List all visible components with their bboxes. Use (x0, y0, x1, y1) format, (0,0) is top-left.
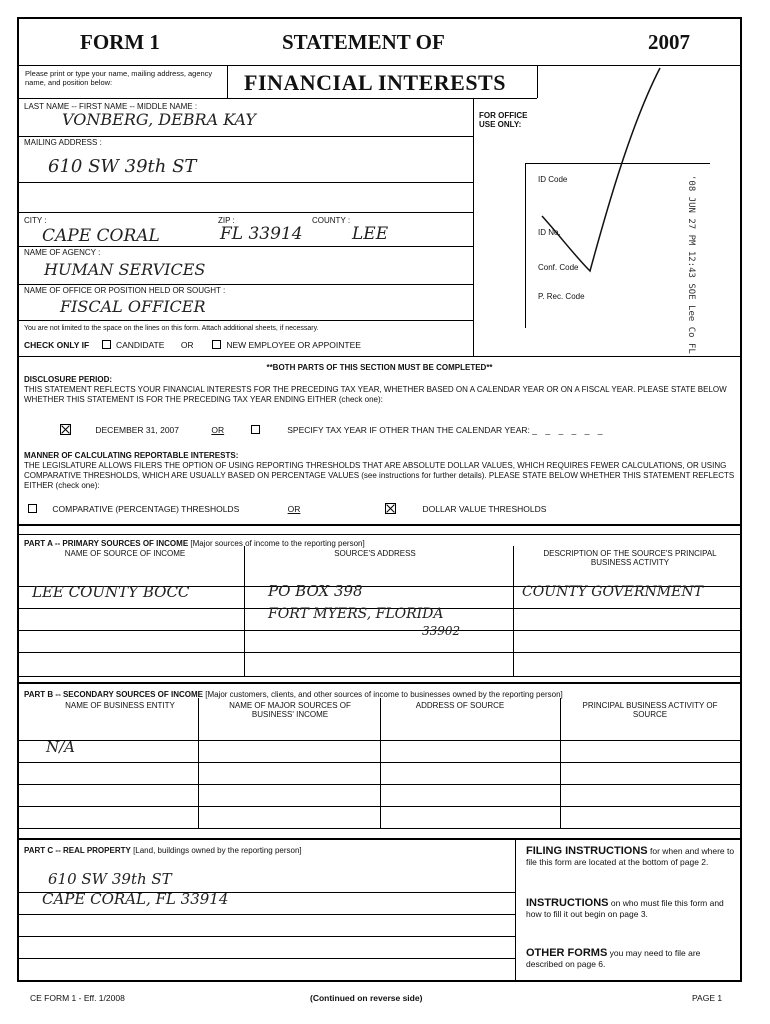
part-c-line1[interactable]: 610 SW 39th ST (48, 870, 172, 888)
filing-instructions-text: for when and where to file this form are located at the bottom of page 2. (526, 846, 735, 867)
other-forms-block (526, 948, 736, 970)
part-b-row1-name[interactable]: N/A (46, 738, 76, 756)
new-employee-label: NEW EMPLOYEE OR APPOINTEE (226, 340, 361, 350)
part-a-col1-header: NAME OF SOURCE OF INCOME (64, 549, 186, 558)
specify-year-checkbox[interactable] (251, 425, 260, 434)
zip-label: ZIP : (218, 216, 235, 225)
manner-or-label: OR (287, 504, 301, 514)
dec31-label: DECEMBER 31, 2007 (95, 425, 179, 435)
id-no-label: ID No. (538, 228, 561, 237)
position-value[interactable]: FISCAL OFFICER (60, 297, 206, 316)
conf-code-label: Conf. Code (538, 263, 579, 272)
office-use-label: FOR OFFICE USE ONLY: (479, 111, 528, 129)
footer-continued: (Continued on reverse side) (310, 993, 423, 1003)
print-note: Please print or type your name, mailing address, agency name, and position below: (25, 69, 213, 87)
address-value[interactable]: 610 SW 39th ST (48, 156, 197, 177)
county-value[interactable]: LEE (352, 224, 389, 244)
part-b-col2-header: NAME OF MAJOR SOURCES OF BUSINESS' INCOME (229, 701, 351, 719)
part-c-heading (24, 846, 302, 855)
both-parts-note: **BOTH PARTS OF THIS SECTION MUST BE COMPLETED** (266, 363, 493, 372)
form-number: FORM 1 (80, 30, 160, 54)
specify-year-label: SPECIFY TAX YEAR IF OTHER THAN THE CALENDAR YEAR: (287, 425, 530, 435)
other-forms-text: you may need to file are described on page 6. (526, 948, 701, 969)
disclosure-period-title: DISCLOSURE PERIOD: (24, 375, 113, 384)
part-c-subtitle: [Land, buildings owned by the reporting person] (133, 846, 302, 855)
address-label: MAILING ADDRESS : (24, 138, 102, 147)
part-a-row2-address[interactable]: FORT MYERS, FLORIDA (268, 606, 444, 622)
comparative-checkbox[interactable] (28, 504, 37, 513)
part-b-col1-header: NAME OF BUSINESS ENTITY (65, 701, 175, 710)
part-b-subtitle: [Major customers, clients, and other sources of income to businesses owned by the reporting person] (205, 690, 563, 699)
name-label: LAST NAME -- FIRST NAME -- MIDDLE NAME : (24, 102, 198, 111)
part-c-line2[interactable]: CAPE CORAL, FL 33914 (42, 890, 229, 908)
candidate-label: CANDIDATE (115, 340, 165, 350)
form-title-line1: STATEMENT OF (282, 30, 445, 54)
agency-label: NAME OF AGENCY : (24, 248, 101, 257)
instructions-block (526, 898, 736, 920)
comparative-label: COMPARATIVE (PERCENTAGE) THRESHOLDS (52, 504, 240, 514)
candidate-check-row (24, 340, 361, 351)
checkmark-scribble (530, 66, 670, 286)
part-a-subtitle: [Major sources of income to the reporting person] (190, 539, 365, 548)
space-note: You are not limited to the space on the lines on this form. Attach additional sheets, if necessary. (24, 325, 319, 332)
instructions-text: on who must file this form and how to fill it out begin on page 3. (526, 898, 724, 919)
part-a-row1-address[interactable]: PO BOX 398 (268, 582, 363, 600)
manner-text: THE LEGISLATURE ALLOWS FILERS THE OPTION OF USING REPORTING THRESHOLDS THAT ARE ABSOLUTE DOLLAR VALUES, WHICH REQUIRES FEWER CALCULATIONS, OR USING COMPARATIVE THRESHOLDS, WHICH ARE USUALLY BASED ON PERCENTAGE VALUES (see instructions for further details). PLEASE STATE BELOW WHETHER THIS STATEMENT REFLECTS EITHER (check one): (24, 461, 735, 490)
filing-instructions-title: FILING INSTRUCTIONS (526, 845, 648, 857)
part-a-heading (24, 539, 365, 548)
part-b-heading (24, 690, 563, 699)
instructions-title: INSTRUCTIONS (526, 897, 609, 909)
form-year: 2007 (648, 30, 690, 54)
received-stamp: '08 JUN 27 PM 12:43 SOE Lee Co FL (686, 175, 696, 354)
part-b-title: PART B -- SECONDARY SOURCES OF INCOME (24, 690, 203, 699)
footer-page: PAGE 1 (692, 993, 723, 1003)
new-employee-checkbox[interactable] (212, 340, 221, 349)
dollar-checkbox[interactable] (385, 503, 396, 514)
check-only-label: CHECK ONLY IF (24, 340, 90, 350)
part-a-col2-header: SOURCE'S ADDRESS (334, 549, 416, 558)
dollar-label: DOLLAR VALUE THRESHOLDS (422, 504, 547, 514)
city-label: CITY : (24, 216, 47, 225)
footer-form-id: CE FORM 1 - Eff. 1/2008 (30, 993, 125, 1003)
candidate-checkbox[interactable] (102, 340, 111, 349)
name-value[interactable]: VONBERG, DEBRA KAY (62, 110, 256, 129)
county-label: COUNTY : (312, 216, 351, 225)
agency-value[interactable]: HUMAN SERVICES (44, 260, 206, 279)
id-code-label: ID Code (538, 175, 568, 184)
part-a-col3-header: DESCRIPTION OF THE SOURCE'S PRINCIPAL BUSINESS ACTIVITY (543, 549, 717, 567)
part-b-col3-header: ADDRESS OF SOURCE (415, 701, 505, 710)
part-a-row2-zip[interactable]: 33902 (422, 624, 461, 638)
city-value[interactable]: CAPE CORAL (42, 226, 160, 246)
part-a-row1-description[interactable]: COUNTY GOVERNMENT (522, 584, 703, 600)
part-a-title: PART A -- PRIMARY SOURCES OF INCOME (24, 539, 189, 548)
period-or-label: OR (211, 425, 225, 435)
part-a-row1-name[interactable]: LEE COUNTY BOCC (32, 583, 190, 601)
or-label: OR (180, 340, 194, 350)
zip-value[interactable]: FL 33914 (220, 224, 303, 244)
p-rec-code-label: P. Rec. Code (538, 292, 585, 301)
dec31-checkbox[interactable] (60, 424, 71, 435)
manner-title: MANNER OF CALCULATING REPORTABLE INTERESTS: (24, 451, 239, 460)
disclosure-period-text: THIS STATEMENT REFLECTS YOUR FINANCIAL INTERESTS FOR THE PRECEDING TAX YEAR, WHETHER BASED ON A CALENDAR YEAR OR ON A FISCAL YEAR. PLEASE STATE BELOW WHETHER THIS STATEMENT IS FOR THE PRECEDING TAX YEAR ENDING EITHER (check one): (24, 385, 727, 404)
form-title-line2: FINANCIAL INTERESTS (244, 70, 506, 95)
position-label: NAME OF OFFICE OR POSITION HELD OR SOUGHT : (24, 286, 226, 295)
manner-options (28, 503, 728, 514)
period-options: DECEMBER 31, 2007 OR SPECIFY TAX YEAR IF OTHER THAN THE CALENDAR YEAR: _ _ _ _ _ _ (60, 424, 740, 435)
filing-instructions (526, 846, 736, 868)
part-c-title: PART C -- REAL PROPERTY (24, 846, 131, 855)
part-b-col4-header: PRINCIPAL BUSINESS ACTIVITY OF SOURCE (582, 701, 718, 719)
other-forms-title: OTHER FORMS (526, 947, 608, 959)
